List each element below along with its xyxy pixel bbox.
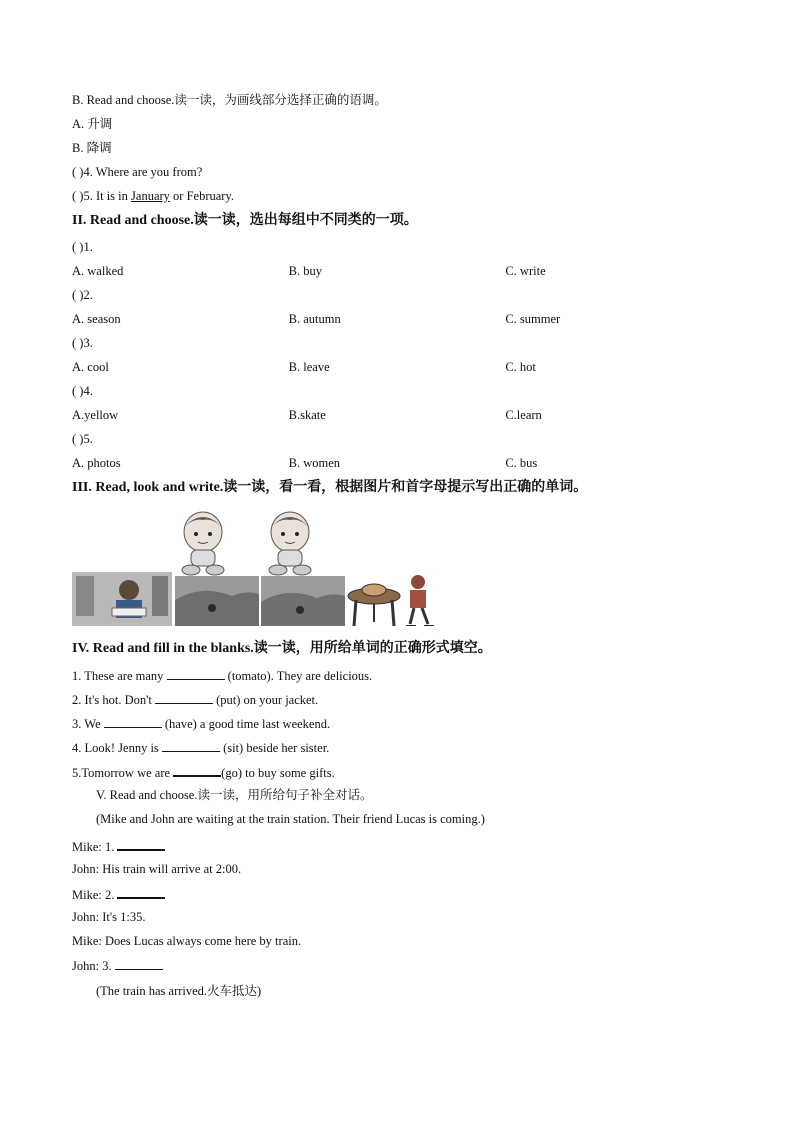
fill-text-after: (sit) beside her sister. <box>219 741 330 755</box>
fill-item-3 <box>72 715 722 739</box>
dialogue-line-6 <box>72 957 722 981</box>
dialogue-line-4: John: It's 1:35. <box>72 910 146 924</box>
option-c: C. write <box>505 264 546 278</box>
option-a: A. cool <box>72 360 109 374</box>
q5-text-before: ( )5. It is in <box>72 189 132 203</box>
option-rising-tone: A. 升调 <box>72 117 113 131</box>
fill-text-before: 1. These are many <box>72 669 167 683</box>
option-a: A. season <box>72 312 121 326</box>
dialogue-text: John: 3. <box>72 959 115 973</box>
answer-blank[interactable] <box>173 763 221 777</box>
q5-underlined-word: January <box>131 189 170 203</box>
option-row <box>72 455 722 479</box>
option-c: C. bus <box>505 456 538 470</box>
answer-blank[interactable] <box>117 837 165 851</box>
section-3-title: III. Read, look and write.读一读，看一看，根据图片和首字母提示写出正确的单词。 <box>72 480 588 495</box>
dialogue-line-2: John: His train will arrive at 2:00. <box>72 862 242 876</box>
option-b: B. leave <box>288 360 330 374</box>
answer-blank[interactable] <box>104 715 162 728</box>
dialogue-closing: (The train has arrived.火车抵达) <box>96 984 262 998</box>
fill-item-2 <box>72 691 722 715</box>
item-number: ( )2. <box>72 288 93 302</box>
option-row <box>72 407 722 431</box>
answer-blank[interactable] <box>117 885 165 899</box>
dialogue-line-3 <box>72 885 722 909</box>
fill-text-before: 4. Look! Jenny is <box>72 741 162 755</box>
option-b: B. autumn <box>288 312 341 326</box>
option-c: C. summer <box>505 312 561 326</box>
option-b: B. buy <box>288 264 323 278</box>
option-row <box>72 311 722 335</box>
baby-image-1 <box>182 512 224 575</box>
option-c: C. hot <box>505 360 536 374</box>
section-2-items <box>72 239 722 479</box>
item-number: ( )5. <box>72 432 93 446</box>
question-b4: ( )4. Where are you from? <box>72 165 203 179</box>
answer-blank[interactable] <box>115 957 163 970</box>
section-4-title: IV. Read and fill in the blanks.读一读，用所给单词的正确形式填空。 <box>72 641 492 656</box>
option-a: A. photos <box>72 456 121 470</box>
option-falling-tone: B. 降调 <box>72 141 112 155</box>
fill-item-1 <box>72 667 722 691</box>
question-b5 <box>72 188 722 212</box>
item-number: ( )1. <box>72 240 93 254</box>
fill-text-before: 5.Tomorrow we are <box>72 766 174 780</box>
dialogue-text: Mike: 2. <box>72 888 118 902</box>
worksheet-page <box>72 92 722 1007</box>
item-number: ( )3. <box>72 336 93 350</box>
baby-image-2 <box>269 512 311 575</box>
answer-blank[interactable] <box>167 667 225 680</box>
fill-text-after: (put) on your jacket. <box>212 693 319 707</box>
fill-item-4 <box>72 739 722 763</box>
fill-text-before: 2. It's hot. Don't <box>72 693 155 707</box>
dialogue-context: (Mike and John are waiting at the train station. Their friend Lucas is coming.) <box>96 812 485 826</box>
section-b-title: B. Read and choose.读一读，为画线部分选择正确的语调。 <box>72 93 387 107</box>
option-a: A. walked <box>72 264 124 278</box>
option-row <box>72 263 722 287</box>
item-number: ( )4. <box>72 384 93 398</box>
boy-reading-image <box>72 572 172 626</box>
fill-text-after: (have) a good time last weekend. <box>161 717 331 731</box>
option-c: C.learn <box>505 408 542 422</box>
fill-text-before: 3. We <box>72 717 104 731</box>
fill-item-5 <box>72 763 722 787</box>
landscape-image-2 <box>261 576 345 626</box>
picture-strip-svg <box>72 510 452 626</box>
option-b: B.skate <box>288 408 326 422</box>
dialogue-line-1 <box>72 837 722 861</box>
table-image <box>348 584 400 626</box>
fill-text-after: (tomato). They are delicious. <box>224 669 373 683</box>
option-a: A.yellow <box>72 408 119 422</box>
dialogue-line-5: Mike: Does Lucas always come here by train. <box>72 934 302 948</box>
landscape-image-1 <box>175 576 259 626</box>
section-5-title: V. Read and choose.读一读，用所给句子补全对话。 <box>96 788 373 802</box>
option-row <box>72 359 722 383</box>
skating-girl-image <box>406 575 434 626</box>
answer-blank[interactable] <box>162 739 220 752</box>
dialogue-text: Mike: 1. <box>72 840 118 854</box>
picture-strip <box>72 510 722 626</box>
q5-text-after: or February. <box>169 189 235 203</box>
fill-text-after: (go) to buy some gifts. <box>221 766 335 780</box>
option-b: B. women <box>288 456 341 470</box>
section-2-title: II. Read and choose.读一读，选出每组中不同类的一项。 <box>72 213 418 228</box>
answer-blank[interactable] <box>155 691 213 704</box>
